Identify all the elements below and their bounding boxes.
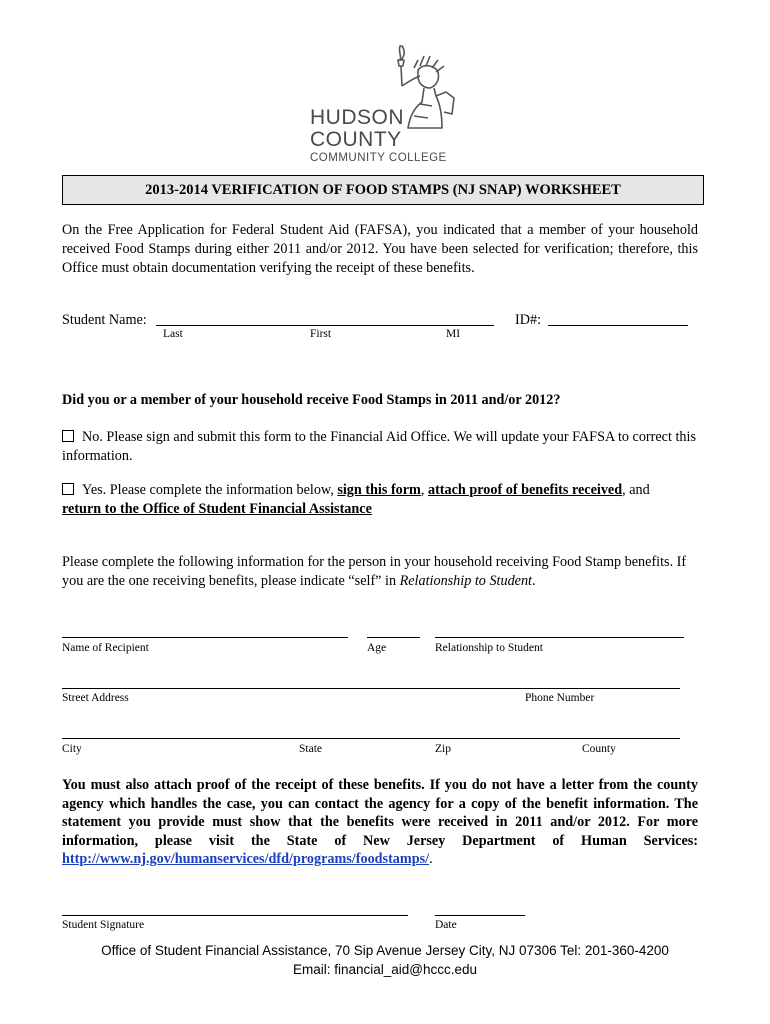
date-field[interactable] bbox=[435, 915, 525, 916]
date-caption: Date bbox=[435, 919, 457, 931]
worksheet-title: 2013-2014 VERIFICATION OF FOOD STAMPS (NJ SNAP) WORKSHEET bbox=[62, 175, 704, 205]
student-id-label: ID#: bbox=[515, 312, 542, 328]
last-name-caption: Last bbox=[163, 328, 183, 340]
nj-human-services-link[interactable]: http://www.nj.gov/humanservices/dfd/programs/foodstamps/ bbox=[62, 851, 430, 867]
option-yes-and: , and bbox=[622, 482, 650, 498]
yes-checkbox[interactable] bbox=[62, 483, 74, 495]
option-no-text: No. Please sign and submit this form to the Financial Aid Office. We will update your FAFSA to correct this information. bbox=[62, 429, 696, 464]
office-footer bbox=[0, 941, 770, 979]
proof-paragraph bbox=[62, 776, 698, 869]
recipient-name-field[interactable] bbox=[62, 637, 348, 638]
college-logo bbox=[308, 42, 468, 168]
no-checkbox[interactable] bbox=[62, 430, 74, 442]
age-caption: Age bbox=[367, 642, 387, 654]
recipient-name-caption: Name of Recipient bbox=[62, 642, 149, 654]
relationship-field[interactable] bbox=[435, 637, 684, 638]
student-name-label: Student Name: bbox=[62, 312, 147, 328]
relationship-emphasis: Relationship to Student bbox=[399, 573, 532, 589]
street-phone-field[interactable] bbox=[62, 688, 680, 689]
phone-number-caption: Phone Number bbox=[525, 692, 595, 704]
proof-text: You must also attach proof of the receipt of these benefits. If you do not have a letter from the county agency which handles the case, you can contact the agency for a copy of the benefit information. The statement you provide must show that the benefits were received in 2011 and/or 2012. For more information, please visit the State of New Jersey Department of Human Services: bbox=[62, 777, 698, 849]
county-caption: County bbox=[582, 743, 616, 755]
street-address-caption: Street Address bbox=[62, 692, 129, 704]
city-state-zip-county-field[interactable] bbox=[62, 738, 680, 739]
intro-paragraph: On the Free Application for Federal Student Aid (FAFSA), you indicated that a member of your household received Food Stamps during either 2011 and/or 2012. You have been selected for verification; therefore, this Office must obtain documentation verifying the receipt of these benefits. bbox=[62, 222, 698, 276]
instructions-paragraph bbox=[62, 553, 698, 591]
logo-line-community-college: COMMUNITY COLLEGE bbox=[310, 152, 447, 164]
proof-end: . bbox=[429, 851, 433, 867]
attach-proof-instruction: attach proof of benefits received bbox=[427, 482, 623, 498]
student-name-field[interactable] bbox=[156, 325, 494, 326]
student-id-field[interactable] bbox=[548, 325, 688, 326]
relationship-caption: Relationship to Student bbox=[435, 642, 543, 654]
footer-address: Office of Student Financial Assistance, 70 Sip Avenue Jersey City, NJ 07306 Tel: 201-360-4200 bbox=[101, 943, 669, 958]
option-yes-text: Yes. Please complete the information below, bbox=[82, 482, 338, 498]
student-signature-caption: Student Signature bbox=[62, 919, 145, 931]
sign-form-instruction: sign this form bbox=[337, 482, 421, 498]
first-name-caption: First bbox=[310, 328, 332, 340]
footer-email: Email: financial_aid@hccc.edu bbox=[292, 962, 478, 977]
instructions-end: . bbox=[532, 573, 536, 589]
zip-caption: Zip bbox=[435, 743, 451, 755]
age-field[interactable] bbox=[367, 637, 420, 638]
student-signature-field[interactable] bbox=[62, 915, 408, 916]
middle-initial-caption: MI bbox=[446, 328, 461, 340]
return-office-instruction: return to the Office of Student Financial Assistance bbox=[62, 501, 372, 517]
option-yes-comma: , bbox=[420, 482, 428, 498]
food-stamps-question: Did you or a member of your household receive Food Stamps in 2011 and/or 2012? bbox=[62, 392, 561, 408]
instructions-text: Please complete the following information for the person in your household receiving Food Stamp benefits. If you are the one receiving benefits, please indicate “self” in bbox=[62, 554, 687, 589]
option-no bbox=[62, 428, 698, 466]
logo-line-hudson: HUDSON bbox=[310, 106, 405, 129]
state-caption: State bbox=[299, 743, 322, 755]
option-yes bbox=[62, 481, 698, 519]
logo-line-county: COUNTY bbox=[310, 128, 402, 151]
city-caption: City bbox=[62, 743, 82, 755]
